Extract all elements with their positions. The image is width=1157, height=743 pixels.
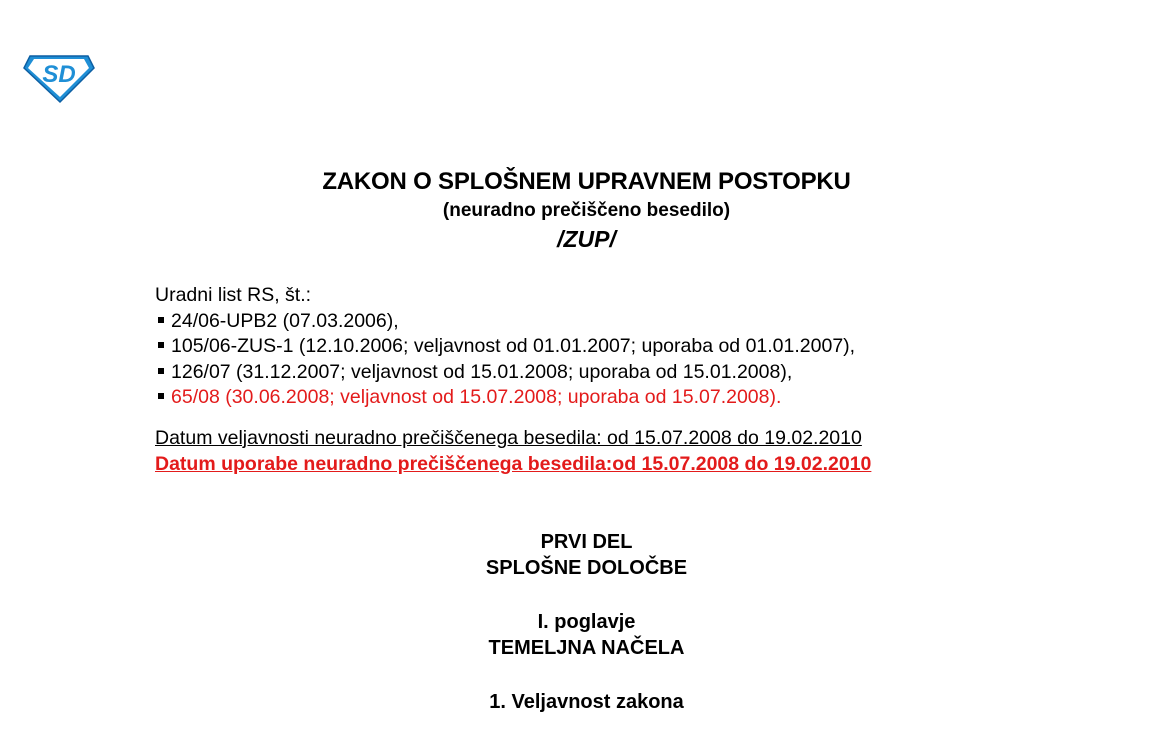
document-subtitle: (neuradno prečiščeno besedilo) <box>442 200 731 221</box>
logo-text: SD <box>42 61 76 88</box>
gazette-item-current: 65/08 (30.06.2008; veljavnost od 15.07.2008; uporaba od 15.07.2008). <box>155 385 855 411</box>
bullet-icon <box>158 368 164 374</box>
bullet-icon <box>158 342 164 348</box>
chapter-heading: I. poglavje <box>537 611 636 633</box>
document-abbreviation: /ZUP/ <box>557 226 616 252</box>
document-title: ZAKON O SPLOŠNEM UPRAVNEM POSTOPKU <box>322 168 851 195</box>
part-title: SPLOŠNE DOLOČBE <box>485 557 688 579</box>
gazette-item: 105/06-ZUS-1 (12.10.2006; veljavnost od 01.01.2007; uporaba od 01.01.2007), <box>155 334 855 360</box>
article-heading: 1. Veljavnost zakona <box>489 691 684 713</box>
part-heading: PRVI DEL <box>540 531 633 553</box>
validity-dates <box>155 426 871 477</box>
application-line: Datum uporabe neuradno prečiščenega besedila:od 15.07.2008 do 19.02.2010 <box>155 452 872 475</box>
sd-logo-icon <box>22 50 96 104</box>
gazette-item: 24/06-UPB2 (07.03.2006), <box>155 309 855 335</box>
official-gazette-label: Uradni list RS, št.: <box>155 284 312 306</box>
bullet-icon <box>158 317 164 323</box>
validity-line: Datum veljavnosti neuradno prečiščenega besedila: od 15.07.2008 do 19.02.2010 <box>155 427 862 449</box>
gazette-item: 126/07 (31.12.2007; veljavnost od 15.01.2008; uporaba od 15.01.2008), <box>155 360 855 386</box>
chapter-title: TEMELJNA NAČELA <box>488 637 685 659</box>
official-gazette-list <box>155 283 855 411</box>
bullet-icon <box>158 393 164 399</box>
